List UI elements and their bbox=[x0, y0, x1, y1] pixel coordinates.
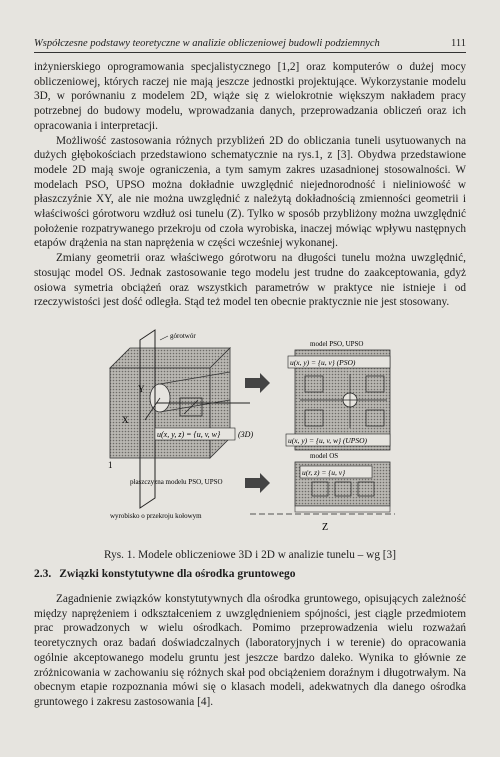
paragraph-4: Zagadnienie związków konstytutywnych dla ośrodka gruntowego, opisujących zależność między naprężeniem i odkształceniem z uwzględnieniem spójności, jest ciągle przedmiotem prac prowadzonych w wielu ośrodkach. Pomimo przeprowadzenia wielu rozważań teoretycznych oraz badań doświadczalnych (laboratoryjnych i w terenie) do opracowania ogólnie akceptowanego modelu gruntu jest jeszcze bardzo daleko. Wynika to głównie ze zróżnicowania w zachowaniu się różnych skał pod obciążeniem doraźnym i długotrwałym. Na obecnym etapie rozpoznania mówi się o klasach modeli, adekwatnych dla danego ośrodka gruntowego i zakresu zastosowania [4]. bbox=[34, 593, 466, 708]
eq-upso: u(x, y) = {u, v, w} (UPSO) bbox=[288, 436, 368, 445]
label-wyrobisko: wyrobisko o przekroju kołowym bbox=[110, 512, 202, 520]
figure-drawing bbox=[100, 328, 400, 543]
tag-3d: (3D) bbox=[238, 430, 254, 439]
body-text-bottom bbox=[34, 592, 466, 710]
arrow-to-os bbox=[245, 473, 270, 493]
label-model-os: model OS bbox=[310, 452, 339, 460]
model-os-panel bbox=[250, 452, 395, 533]
running-header bbox=[34, 36, 466, 53]
label-x: X bbox=[122, 415, 129, 425]
figure-models bbox=[100, 328, 400, 543]
label-plaszczyzna: płaszczyzna modelu PSO, UPSO bbox=[130, 478, 223, 486]
arrow-to-pso bbox=[245, 373, 270, 393]
paragraph-1: inżynierskiego oprogramowania specjalistycznego [1,2] oraz komputerów o dużej mocy obliczeniowej, których raczej nie mają jeszcze jednostki projektujące. Wykorzystanie modelu 3D, w porównaniu z modelem 2D, wiąże się z wielokrotnie większym nakładem pracy potrzebnej do budowy modelu, wprowadzania danych, przeprowadzania obliczeń oraz ich opracowania i interpretacji. bbox=[34, 61, 466, 132]
eq-3d: u(x, y, z) = {u, v, w} bbox=[157, 430, 221, 439]
body-text-top bbox=[34, 60, 466, 310]
eq-os: u(r, z) = {u, v} bbox=[302, 468, 346, 477]
running-title: Współczesne podstawy teoretyczne w analizie obliczeniowej budowli podziemnych bbox=[34, 38, 380, 49]
section-number: 2.3. bbox=[34, 568, 52, 580]
label-gorotwor: górotwór bbox=[170, 332, 196, 340]
label-z: Z bbox=[322, 522, 329, 533]
paragraph-3: Zmiany geometrii oraz właściwego górotworu na długości tunelu można uwzględnić, stosując model OS. Jednak zastosowanie tego modelu jest trudne do zaakceptowania, gdyż osiowa symetria obciążeń oraz wszystkich parametrów w praktyce nie istnieje i od rzeczywistości jest dość odległa. Stąd też model ten obecnie praktycznie nie jest stosowany. bbox=[34, 252, 466, 309]
label-model-pso: model PSO, UPSO bbox=[310, 340, 364, 348]
paragraph-2: Możliwość zastosowania różnych przybliżeń 2D do obliczania tuneli usytuowanych na dużych głębokościach przedstawiono schematycznie na rys.1, z [3]. Obydwa przedstawione modele 2D mają swoje ograniczenia, a tym samym zakres uzasadnionej stosowalności. W modelach PSO, UPSO można dokładnie uwzględnić niejednorodność i nieliniowość w płaszczyźnie XY, ale nie można uwzględnić z należytą dokładnością zmienności geometrii i właściwości górotworu wzdłuż osi tunelu (Z). Tylko w sposób przybliżony można uwzględnić położenie rozpatrywanego przekroju od czoła wyrobiska, inaczej mówiąc wpływu następnych etapów drążenia na stan naprężenia w części wcześniej wykonanej. bbox=[34, 134, 466, 250]
section-title: Związki konstytutywne dla ośrodka gruntowego bbox=[59, 568, 296, 580]
section-heading bbox=[34, 568, 295, 580]
figure-caption: Rys. 1. Modele obliczeniowe 3D i 2D w analizie tunelu – wg [3] bbox=[104, 549, 396, 561]
label-y: Y bbox=[138, 384, 145, 394]
model-pso-panel bbox=[286, 340, 390, 450]
label-1: 1 bbox=[108, 460, 113, 470]
eq-pso: u(x, y) = {u, v} (PSO) bbox=[290, 358, 356, 367]
page-number: 111 bbox=[451, 38, 466, 49]
